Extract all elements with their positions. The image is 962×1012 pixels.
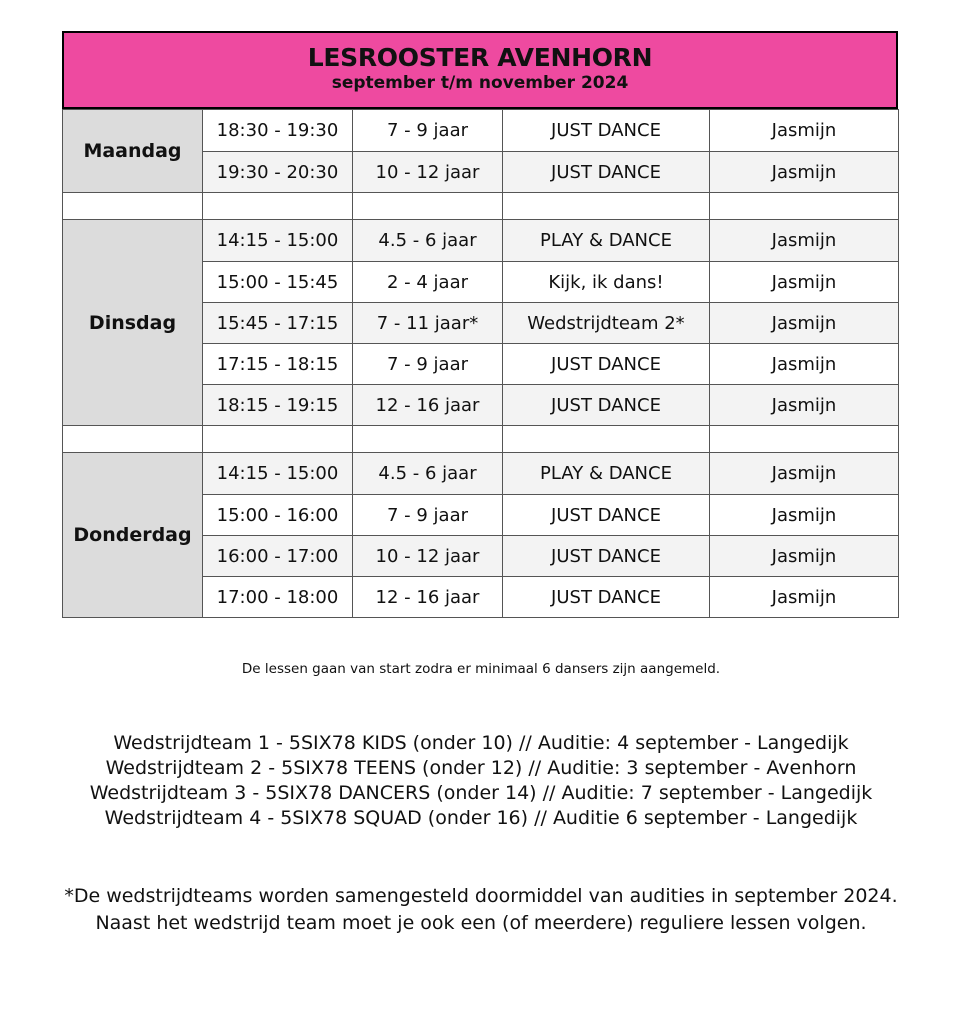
schedule-table [62, 109, 899, 618]
teacher-cell: Jasmijn [710, 152, 899, 193]
age-cell: 10 - 12 jaar [353, 152, 503, 193]
time-cell: 17:00 - 18:00 [203, 577, 353, 618]
time-cell: 16:00 - 17:00 [203, 536, 353, 577]
table-row [63, 453, 899, 495]
page-subtitle: september t/m november 2024 [331, 73, 629, 93]
time-cell: 15:45 - 17:15 [203, 303, 353, 344]
time-cell: 19:30 - 20:30 [203, 152, 353, 193]
class-cell: PLAY & DANCE [503, 453, 710, 495]
class-cell: Kijk, ik dans! [503, 262, 710, 303]
age-cell: 7 - 9 jaar [353, 344, 503, 385]
page-title: LESROOSTER AVENHORN [307, 43, 653, 72]
day-label-donderdag: Donderdag [63, 453, 203, 618]
spacer-row [63, 426, 899, 453]
time-cell: 15:00 - 16:00 [203, 495, 353, 536]
class-cell: JUST DANCE [503, 495, 710, 536]
day-label-dinsdag: Dinsdag [63, 220, 203, 426]
teacher-cell: Jasmijn [710, 344, 899, 385]
footnote [0, 883, 962, 937]
day-label-maandag: Maandag [63, 110, 203, 193]
age-cell: 12 - 16 jaar [353, 577, 503, 618]
teacher-cell: Jasmijn [710, 536, 899, 577]
teacher-cell: Jasmijn [710, 577, 899, 618]
start-notice: De lessen gaan van start zodra er minimaal 6 dansers zijn aangemeld. [241, 661, 721, 677]
class-cell: Wedstrijdteam 2* [503, 303, 710, 344]
time-cell: 15:00 - 15:45 [203, 262, 353, 303]
teacher-cell: Jasmijn [710, 220, 899, 262]
schedule-header [62, 31, 898, 109]
class-cell: JUST DANCE [503, 110, 710, 152]
footnote-line: *De wedstrijdteams worden samengesteld doormiddel van audities in september 2024. [64, 885, 898, 907]
teacher-cell: Jasmijn [710, 385, 899, 426]
teacher-cell: Jasmijn [710, 303, 899, 344]
table-row [63, 220, 899, 262]
age-cell: 7 - 11 jaar* [353, 303, 503, 344]
class-cell: JUST DANCE [503, 152, 710, 193]
age-cell: 10 - 12 jaar [353, 536, 503, 577]
spacer-row [63, 193, 899, 220]
class-cell: JUST DANCE [503, 344, 710, 385]
class-cell: JUST DANCE [503, 577, 710, 618]
time-cell: 18:30 - 19:30 [203, 110, 353, 152]
age-cell: 4.5 - 6 jaar [353, 453, 503, 495]
competition-teams [0, 731, 962, 831]
time-cell: 18:15 - 19:15 [203, 385, 353, 426]
table-row [63, 110, 899, 152]
time-cell: 17:15 - 18:15 [203, 344, 353, 385]
age-cell: 7 - 9 jaar [353, 110, 503, 152]
team-line: Wedstrijdteam 3 - 5SIX78 DANCERS (onder 14) // Auditie: 7 september - Langedijk [89, 782, 873, 804]
age-cell: 7 - 9 jaar [353, 495, 503, 536]
time-cell: 14:15 - 15:00 [203, 453, 353, 495]
class-cell: JUST DANCE [503, 385, 710, 426]
team-line: Wedstrijdteam 2 - 5SIX78 TEENS (onder 12) // Auditie: 3 september - Avenhorn [105, 757, 857, 779]
teacher-cell: Jasmijn [710, 453, 899, 495]
age-cell: 12 - 16 jaar [353, 385, 503, 426]
age-cell: 2 - 4 jaar [353, 262, 503, 303]
teacher-cell: Jasmijn [710, 262, 899, 303]
team-line: Wedstrijdteam 1 - 5SIX78 KIDS (onder 10) // Auditie: 4 september - Langedijk [113, 732, 849, 754]
teacher-cell: Jasmijn [710, 110, 899, 152]
class-cell: JUST DANCE [503, 536, 710, 577]
footnote-line: Naast het wedstrijd team moet je ook een (of meerdere) reguliere lessen volgen. [95, 912, 867, 934]
class-cell: PLAY & DANCE [503, 220, 710, 262]
team-line: Wedstrijdteam 4 - 5SIX78 SQUAD (onder 16) // Auditie 6 september - Langedijk [104, 807, 858, 829]
time-cell: 14:15 - 15:00 [203, 220, 353, 262]
age-cell: 4.5 - 6 jaar [353, 220, 503, 262]
teacher-cell: Jasmijn [710, 495, 899, 536]
